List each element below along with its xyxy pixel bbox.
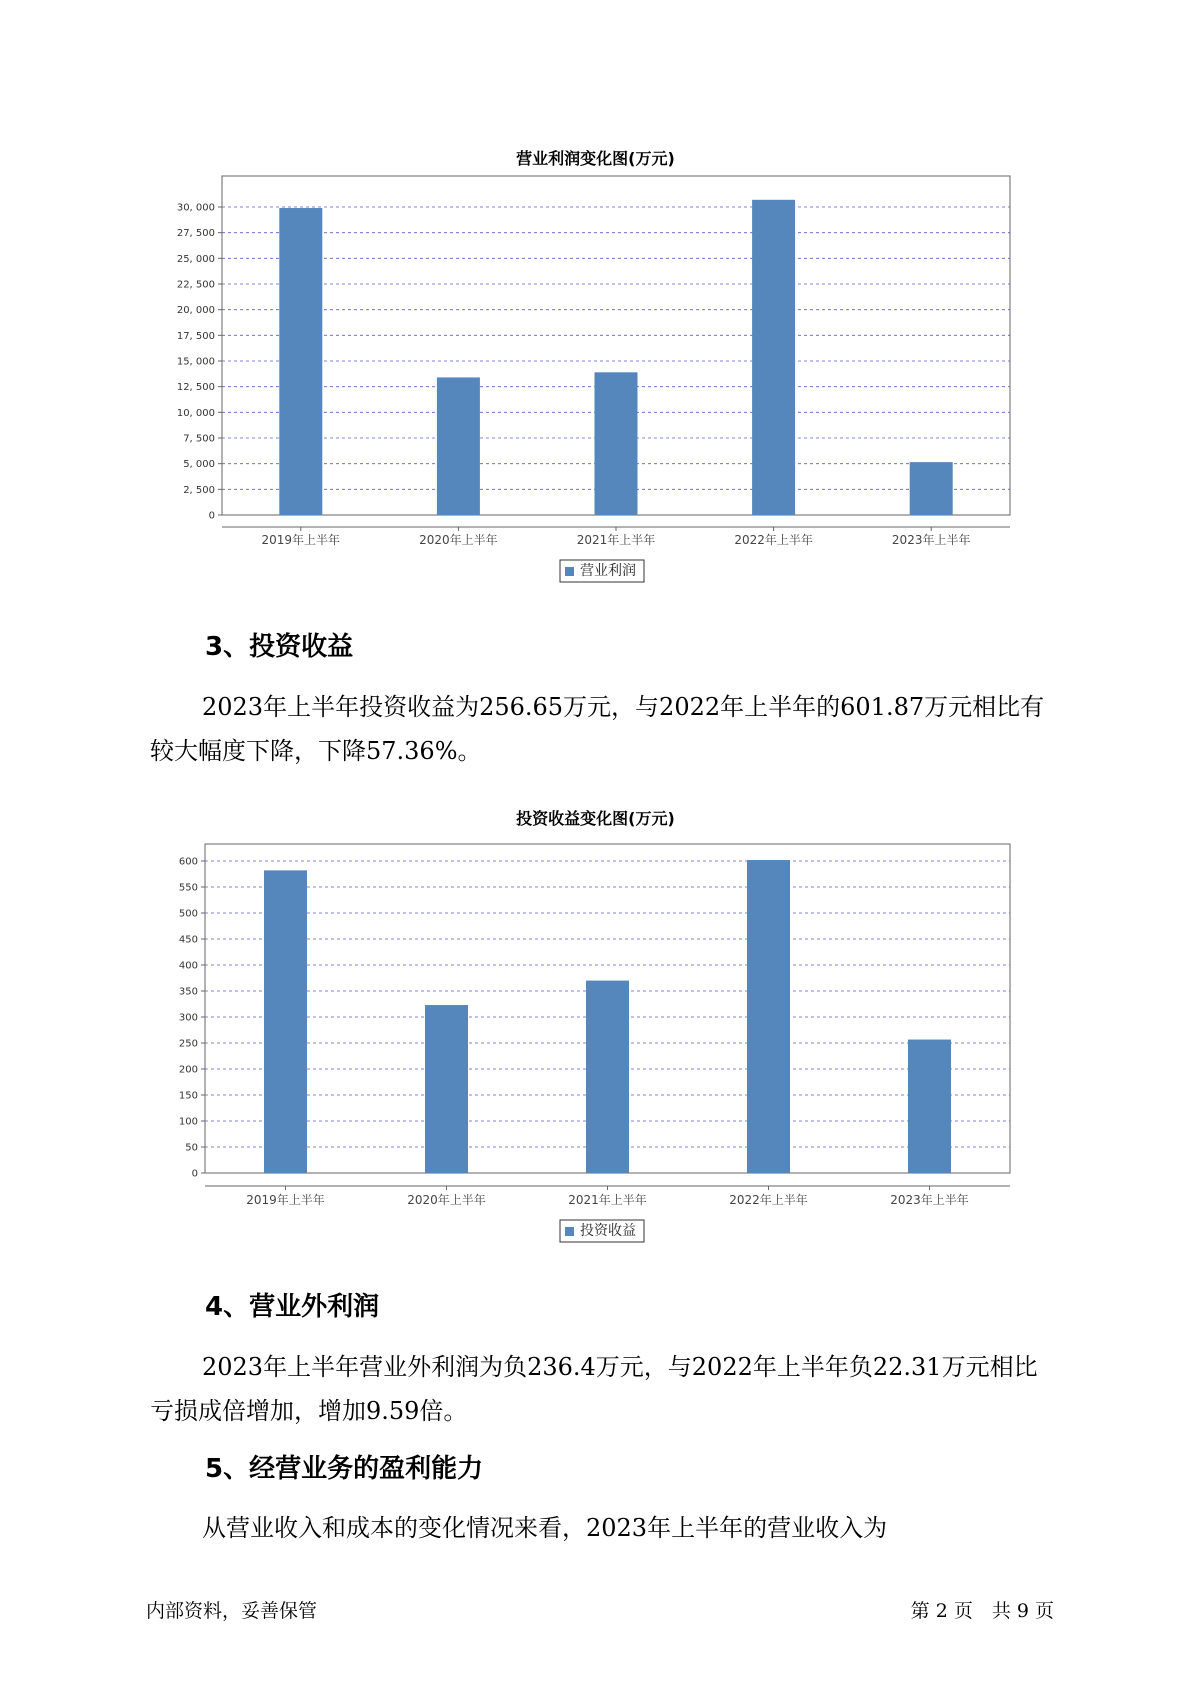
y-tick-label: 25, 000 bbox=[176, 253, 215, 265]
footer-page-number: 第 2 页 共 9 页 bbox=[910, 1600, 1054, 1622]
x-tick-label: 2019年上半年 bbox=[261, 533, 341, 547]
x-tick-label: 2019年上半年 bbox=[246, 1193, 325, 1207]
chart-title: 营业利润变化图(万元) bbox=[516, 149, 675, 168]
bar bbox=[264, 870, 307, 1173]
investment-income-chart bbox=[0, 830, 1191, 1250]
y-tick-label: 0 bbox=[191, 1168, 198, 1180]
y-tick-label: 450 bbox=[178, 934, 198, 946]
bar bbox=[908, 1040, 951, 1173]
y-tick-label: 350 bbox=[178, 986, 198, 998]
y-tick-label: 0 bbox=[208, 510, 215, 522]
y-tick-label: 12, 500 bbox=[176, 382, 215, 394]
paragraph-profitability: 从营业收入和成本的变化情况来看，2023年上半年的营业收入为 bbox=[202, 1514, 888, 1542]
y-tick-label: 200 bbox=[178, 1064, 198, 1076]
section-heading-profitability: 5、经营业务的盈利能力 bbox=[205, 1454, 484, 1484]
y-tick-label: 400 bbox=[178, 960, 198, 972]
operating-profit-chart bbox=[0, 170, 1191, 590]
y-tick-label: 22, 500 bbox=[176, 279, 215, 291]
y-tick-label: 7, 500 bbox=[183, 433, 215, 445]
legend bbox=[560, 1220, 644, 1242]
chart-title: 投资收益变化图(万元) bbox=[516, 809, 675, 828]
y-tick-label: 5, 000 bbox=[183, 459, 215, 471]
legend-label: 投资收益 bbox=[580, 1223, 636, 1239]
paragraph-investment-income: 2023年上半年投资收益为256.65万元，与2022年上半年的601.87万元相比有较大幅度下降，下降57.36%。 bbox=[150, 693, 1045, 765]
y-tick-label: 30, 000 bbox=[176, 202, 215, 214]
x-tick-label: 2021年上半年 bbox=[576, 533, 656, 547]
y-tick-label: 550 bbox=[178, 882, 198, 894]
bar bbox=[279, 208, 322, 515]
paragraph-non-operating-profit: 2023年上半年营业外利润为负236.4万元，与2022年上半年负22.31万元相比亏损成倍增加，增加9.59倍。 bbox=[150, 1353, 1038, 1425]
footer-confidential-note: 内部资料，妥善保管 bbox=[146, 1600, 318, 1622]
bar bbox=[425, 1005, 468, 1173]
x-tick-label: 2021年上半年 bbox=[568, 1193, 647, 1207]
y-tick-label: 100 bbox=[178, 1116, 198, 1128]
y-tick-label: 500 bbox=[178, 908, 198, 920]
y-tick-label: 17, 500 bbox=[176, 330, 215, 342]
legend-swatch bbox=[565, 567, 574, 576]
x-tick-label: 2023年上半年 bbox=[891, 533, 971, 547]
x-tick-label: 2023年上半年 bbox=[890, 1193, 969, 1207]
y-tick-label: 20, 000 bbox=[176, 305, 215, 317]
x-tick-label: 2020年上半年 bbox=[419, 533, 498, 547]
legend-swatch bbox=[565, 1227, 574, 1236]
bar bbox=[752, 200, 795, 515]
y-tick-label: 300 bbox=[178, 1012, 198, 1024]
bar bbox=[595, 372, 638, 515]
section-heading-investment-income: 3、投资收益 bbox=[205, 632, 354, 662]
y-tick-label: 2, 500 bbox=[183, 484, 215, 496]
y-tick-label: 600 bbox=[178, 856, 198, 868]
legend bbox=[560, 560, 644, 582]
x-tick-label: 2022年上半年 bbox=[734, 533, 813, 547]
y-tick-label: 27, 500 bbox=[176, 228, 215, 240]
section-heading-non-operating-profit: 4、营业外利润 bbox=[205, 1292, 380, 1322]
y-tick-label: 15, 000 bbox=[176, 356, 215, 368]
bar bbox=[910, 462, 953, 515]
legend-label: 营业利润 bbox=[580, 563, 636, 579]
y-tick-label: 250 bbox=[178, 1038, 198, 1050]
y-tick-label: 50 bbox=[185, 1142, 198, 1154]
y-tick-label: 10, 000 bbox=[176, 407, 215, 419]
bar bbox=[437, 377, 480, 515]
bar bbox=[747, 860, 790, 1173]
y-tick-label: 150 bbox=[178, 1090, 198, 1102]
bar bbox=[586, 981, 629, 1173]
x-tick-label: 2020年上半年 bbox=[407, 1193, 486, 1207]
x-tick-label: 2022年上半年 bbox=[729, 1193, 808, 1207]
